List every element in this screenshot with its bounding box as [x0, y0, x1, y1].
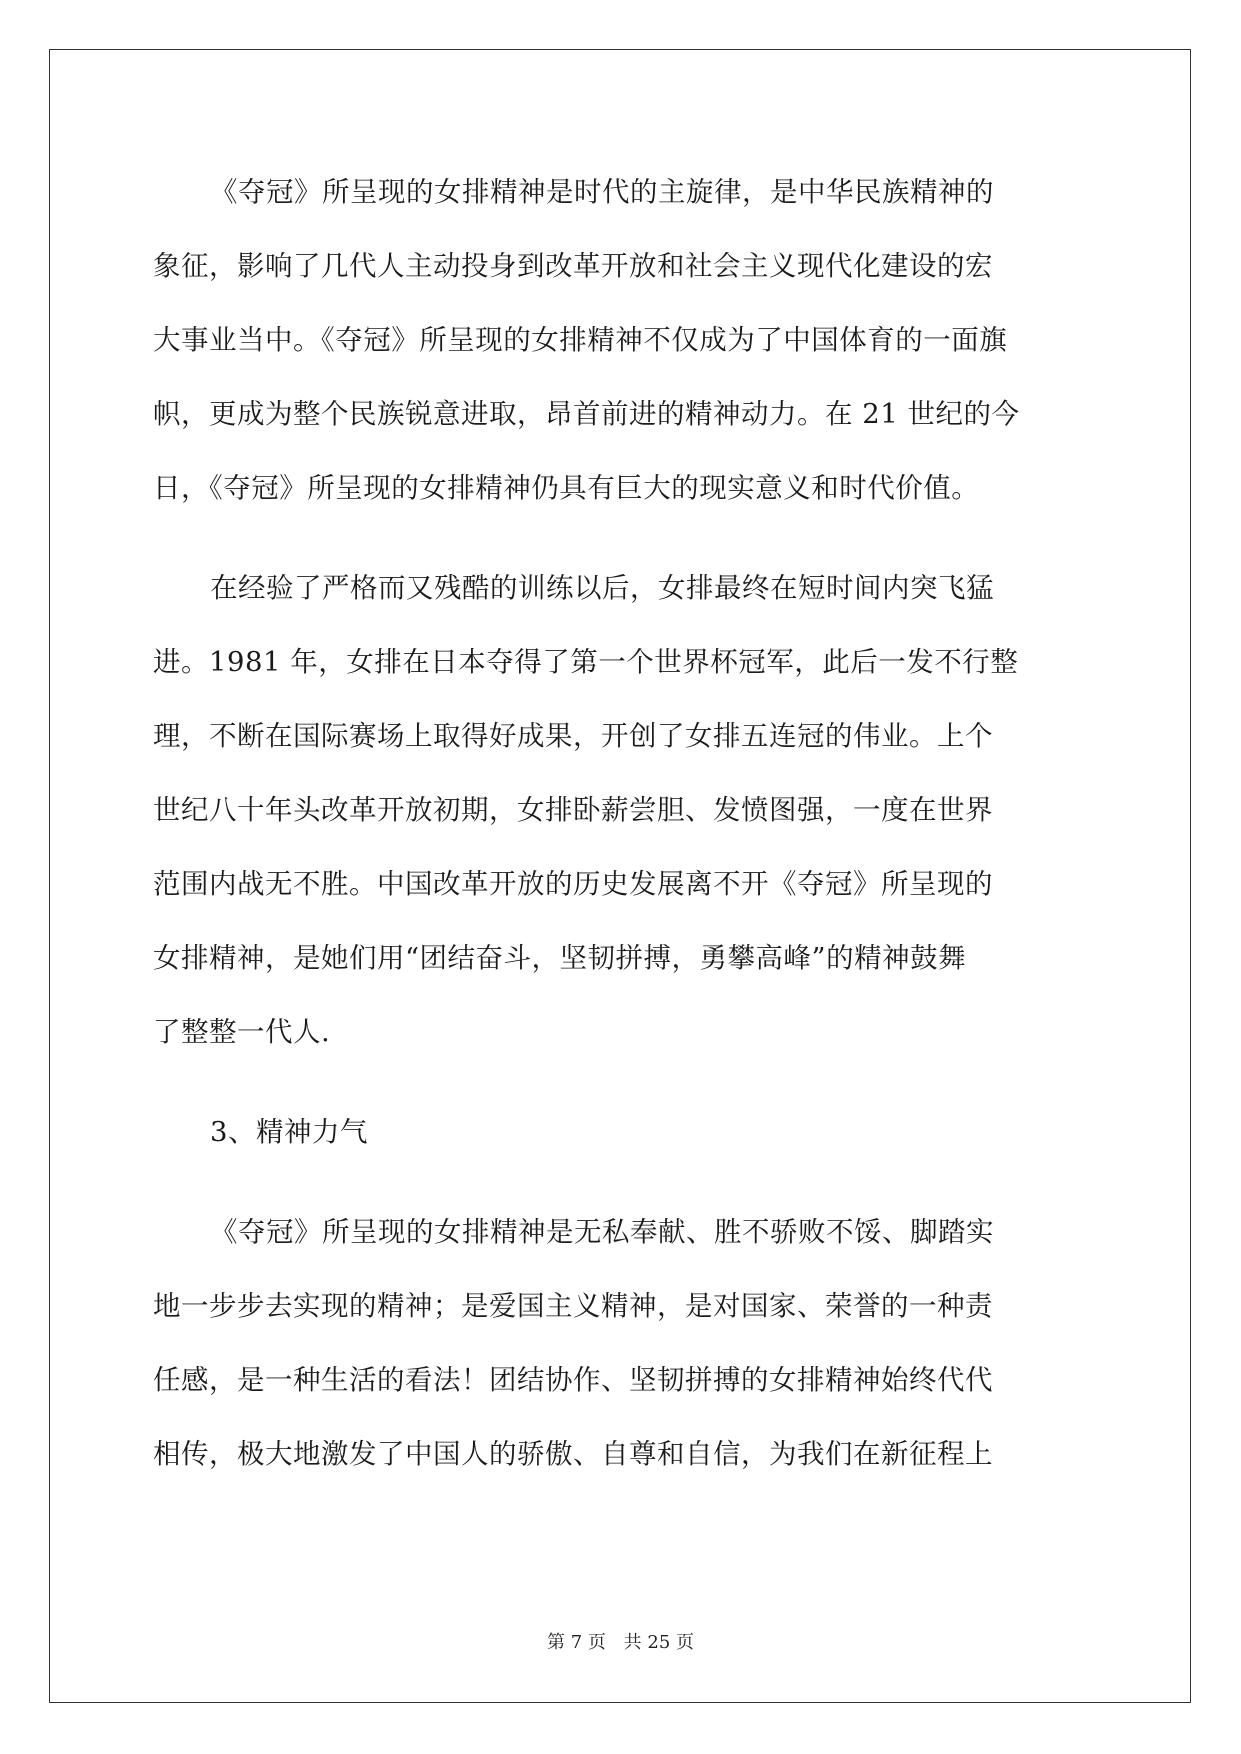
- paragraph-gap: [153, 1069, 1088, 1095]
- paragraph-line: 了整整一代人.: [153, 1016, 331, 1048]
- paragraph-line: 《夺冠》所呈现的女排精神是时代的主旋律，是中华民族精神的: [210, 176, 994, 208]
- paragraph-line: 范围内战无不胜。中国改革开放的历史发展离不开《夺冠》所呈现的: [153, 868, 993, 900]
- page-number: 第 7 页: [547, 1632, 606, 1653]
- paragraph-line: 象征，影响了几代人主动投身到改革开放和社会主义现代化建设的宏: [153, 250, 993, 282]
- paragraph-line: 帜，更成为整个民族锐意进取，昂首前进的精神动力。在 21 世纪的今: [153, 398, 1020, 430]
- total-pages: 共 25 页: [623, 1632, 694, 1653]
- paragraph-gap: [153, 525, 1088, 551]
- paragraph-line: 日，《夺冠》所呈现的女排精神仍具有巨大的现实意义和时代价值。: [153, 472, 980, 504]
- paragraph-line: 进。1981 年，女排在日本夺得了第一个世界杯冠军，此后一发不行整: [153, 646, 1019, 678]
- paragraph-line: 任感，是一种生活的看法！团结协作、坚韧拼搏的女排精神始终代代: [153, 1364, 993, 1396]
- paragraph-line: 相传，极大地激发了中国人的骄傲、自尊和自信，为我们在新征程上: [153, 1438, 993, 1470]
- paragraph-line: 《夺冠》所呈现的女排精神是无私奉献、胜不骄败不馁、脚踏实: [210, 1216, 994, 1248]
- page-footer: [0, 1628, 1241, 1654]
- paragraph-line: 在经验了严格而又残酷的训练以后，女排最终在短时间内突飞猛: [210, 572, 994, 604]
- paragraph-line: 大事业当中。《夺冠》所呈现的女排精神不仅成为了中国体育的一面旗: [153, 324, 1008, 356]
- paragraph-gap: [153, 1169, 1088, 1195]
- paragraph-line: 世纪八十年头改革开放初期，女排卧薪尝胆、发愤图强，一度在世界: [153, 794, 993, 826]
- document-body: [153, 155, 1088, 1491]
- paragraph-line: 理，不断在国际赛场上取得好成果，开创了女排五连冠的伟业。上个: [153, 720, 993, 752]
- paragraph-line: 地一步步去实现的精神；是爱国主义精神，是对国家、荣誉的一种责: [153, 1290, 993, 1322]
- section-heading: 3、精神力气: [210, 1116, 368, 1148]
- paragraph-line: 女排精神，是她们用“团结奋斗，坚韧拼搏，勇攀高峰”的精神鼓舞: [153, 942, 967, 974]
